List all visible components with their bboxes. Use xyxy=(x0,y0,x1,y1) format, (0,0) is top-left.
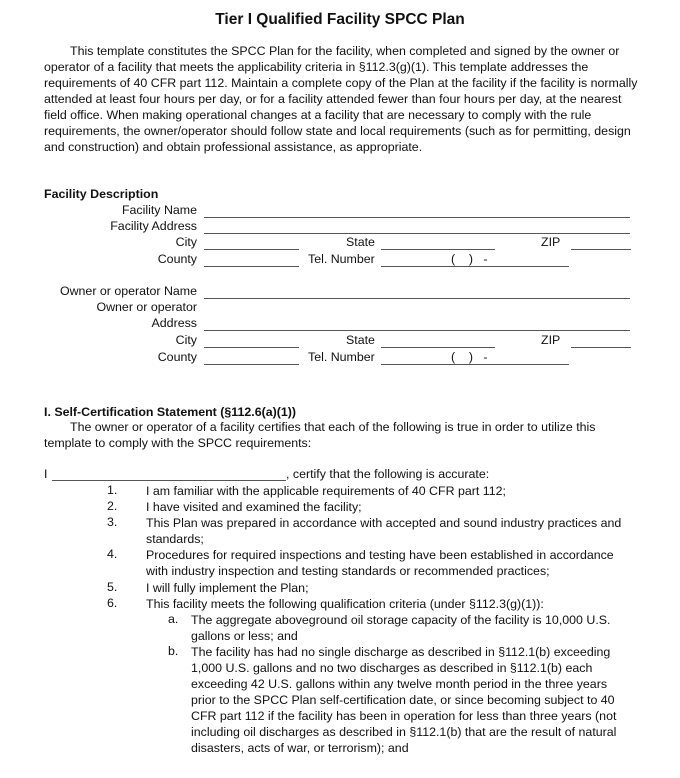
facility-state-field[interactable] xyxy=(381,249,495,250)
facility-county-label: County xyxy=(157,252,197,266)
list-item: I have visited and examined the facility; xyxy=(146,500,362,514)
owner-name-field[interactable] xyxy=(204,298,630,299)
item-number: 5. xyxy=(107,580,118,594)
intro-text: This template constitutes the SPCC Plan for the facility, when completed and signed by the owner or operator of a facility that meets the applicability criteria in §112.3(g)(1). This template addresses the requirements of 40 CFR part 112. Maintain a complete copy of the Plan at the facility if the facility is normally attended at least four hours per day, or for a facility attended fewer than four hours per day, at the nearest field office. When making operational changes at a facility that are necessary to comply with the rule requirements, the owner/operator should follow state and local requirements (such as for permitting, design and construction) and obtain professional assistance, as appropriate. xyxy=(44,44,638,154)
facility-name-field[interactable] xyxy=(204,217,630,218)
item-number: 4. xyxy=(107,547,118,561)
owner-state-label: State xyxy=(346,333,375,347)
facility-city-label: City xyxy=(175,235,197,249)
list-item: This facility meets the following qualification criteria (under §112.3(g)(1)): xyxy=(146,597,544,611)
facility-address-field[interactable] xyxy=(204,233,630,234)
owner-county-field[interactable] xyxy=(204,364,299,365)
owner-name-label: Owner or operator Name xyxy=(59,284,197,298)
owner-tel-field[interactable] xyxy=(381,364,569,365)
facility-county-field[interactable] xyxy=(204,266,299,267)
signer-name-field[interactable] xyxy=(52,480,286,481)
owner-address-label-line2: Address xyxy=(151,316,197,330)
owner-tel-mask: ( ) - xyxy=(451,350,488,364)
list-item: I will fully implement the Plan; xyxy=(146,581,309,595)
facility-state-label: State xyxy=(346,235,375,249)
list-item: Procedures for required inspections and testing have been established in accordance with industry inspection and testing standards or recommended practices; xyxy=(146,548,614,578)
item-number: 1. xyxy=(107,483,118,497)
facility-zip-label: ZIP xyxy=(541,235,561,249)
signer-prefix: I xyxy=(44,467,48,481)
facility-tel-label: Tel. Number xyxy=(308,252,375,266)
self-certification-heading: I. Self-Certification Statement (§112.6(a)(1)) xyxy=(44,405,297,419)
item-number: 3. xyxy=(107,515,118,529)
owner-address-label-line1: Owner or operator xyxy=(96,300,197,314)
owner-zip-field[interactable] xyxy=(571,347,631,348)
owner-city-field[interactable] xyxy=(204,347,299,348)
document-title: Tier I Qualified Facility SPCC Plan xyxy=(215,11,465,28)
list-item: I am familiar with the applicable requirements of 40 CFR part 112; xyxy=(146,484,506,498)
sub-list-item: The aggregate aboveground oil storage capacity of the facility is 10,000 U.S. gallons or less; and xyxy=(191,613,611,643)
certification-intro-text: The owner or operator of a facility certifies that each of the following is true in order to utilize this template to comply with the SPCC requirements: xyxy=(44,420,596,450)
owner-county-label: County xyxy=(157,350,197,364)
owner-state-field[interactable] xyxy=(381,347,495,348)
facility-description-heading: Facility Description xyxy=(44,187,159,201)
subitem-letter: b. xyxy=(168,644,179,658)
item-number: 2. xyxy=(107,499,118,513)
signer-suffix: , certify that the following is accurate: xyxy=(286,467,490,481)
owner-city-label: City xyxy=(175,333,197,347)
intro-paragraph xyxy=(44,43,644,155)
facility-tel-mask: ( ) - xyxy=(451,252,488,266)
facility-address-label: Facility Address xyxy=(110,219,197,233)
certification-intro xyxy=(44,419,634,451)
owner-address-field[interactable] xyxy=(204,330,630,331)
facility-name-label: Facility Name xyxy=(121,203,197,217)
sub-list-item: The facility has had no single discharge as described in §112.1(b) exceeding 1,000 U.S. gallons and no two discharges as described in §112.1(b) each exceeding 42 U.S. gallons within any twelve month period in the three years prior to the SPCC Plan self-certification date, or since becoming subject to 40 CFR part 112 if the facility has been in operation for less than three years (not including oil discharges as described in §112.1(b) that are the result of natural disasters, acts of war, or terrorism); and xyxy=(191,645,617,755)
owner-tel-label: Tel. Number xyxy=(308,350,375,364)
subitem-letter: a. xyxy=(168,612,179,626)
owner-zip-label: ZIP xyxy=(541,333,561,347)
facility-city-field[interactable] xyxy=(204,249,299,250)
list-item: This Plan was prepared in accordance with accepted and sound industry practices and standards; xyxy=(146,516,622,546)
item-number: 6. xyxy=(107,596,118,610)
facility-zip-field[interactable] xyxy=(571,249,631,250)
facility-tel-field[interactable] xyxy=(381,266,569,267)
